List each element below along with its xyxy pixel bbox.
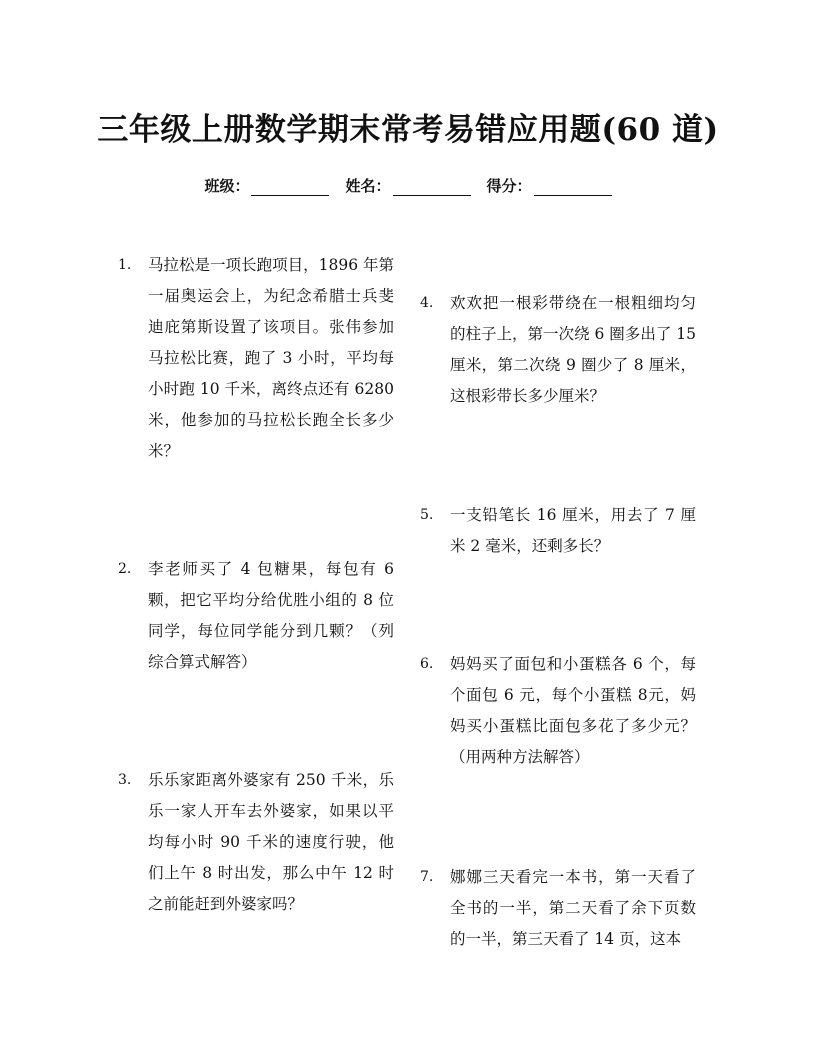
question-text: 李老师买了 4 包糖果，每包有 6 颗，把它平均分给优胜小组的 8 位同学，每位同学能分到几颗？（列综合算式解答） bbox=[148, 560, 394, 671]
class-label: 班级： bbox=[204, 177, 250, 195]
question-number: 7. bbox=[420, 869, 434, 885]
question-number: 6. bbox=[420, 656, 434, 672]
question-text: 娜娜三天看完一本书，第一天看了全书的一半，第二天看了余下页数的一半，第三天看了 14 页，这本 bbox=[450, 868, 696, 948]
name-label: 姓名： bbox=[345, 177, 391, 195]
name-field bbox=[345, 175, 470, 196]
class-field bbox=[204, 175, 329, 196]
question-1 bbox=[118, 250, 394, 467]
question-5 bbox=[420, 500, 696, 562]
question-text: 欢欢把一根彩带绕在一根粗细均匀的柱子上，第一次绕 6 圈多出了 15厘米，第二次绕 9 圈少了 8 厘米，这根彩带长多少厘米？ bbox=[450, 294, 696, 405]
question-number: 2. bbox=[118, 561, 132, 577]
question-7 bbox=[420, 862, 696, 955]
class-blank[interactable] bbox=[251, 177, 329, 196]
question-3 bbox=[118, 765, 394, 920]
question-number: 4. bbox=[420, 295, 434, 311]
question-text: 乐乐家距离外婆家有 250 千米，乐乐一家人开车去外婆家，如果以平均每小时 90 千米的速度行驶，他们上午 8 时出发，那么中午 12 时之前能赶到外婆家吗？ bbox=[148, 771, 394, 913]
question-number: 5. bbox=[420, 507, 434, 523]
score-field bbox=[487, 175, 612, 196]
page-title: 三年级上册数学期末常考易错应用题(60 道) bbox=[97, 112, 719, 148]
score-label: 得分： bbox=[486, 177, 532, 195]
question-2 bbox=[118, 554, 394, 678]
question-number: 1. bbox=[118, 257, 132, 273]
score-blank[interactable] bbox=[534, 177, 612, 196]
question-6 bbox=[420, 649, 696, 773]
question-text: 一支铅笔长 16 厘米，用去了 7 厘米 2 毫米，还剩多长？ bbox=[450, 506, 696, 555]
question-text: 妈妈买了面包和小蛋糕各 6 个，每个面包 6 元，每个小蛋糕 8元，妈妈买小蛋糕比面包多花了多少元？（用两种方法解答） bbox=[450, 655, 696, 766]
student-info-line bbox=[0, 175, 816, 196]
question-text: 马拉松是一项长跑项目，1896 年第一届奥运会上，为纪念希腊士兵斐迪庇第斯设置了该项目。张伟参加马拉松比赛，跑了 3 小时，平均每小时跑 10 千米，离终点还有 6280米，他参加的马拉松长跑全长多少米？ bbox=[148, 256, 394, 460]
question-number: 3. bbox=[118, 772, 132, 788]
question-4 bbox=[420, 288, 696, 412]
name-blank[interactable] bbox=[393, 177, 471, 196]
